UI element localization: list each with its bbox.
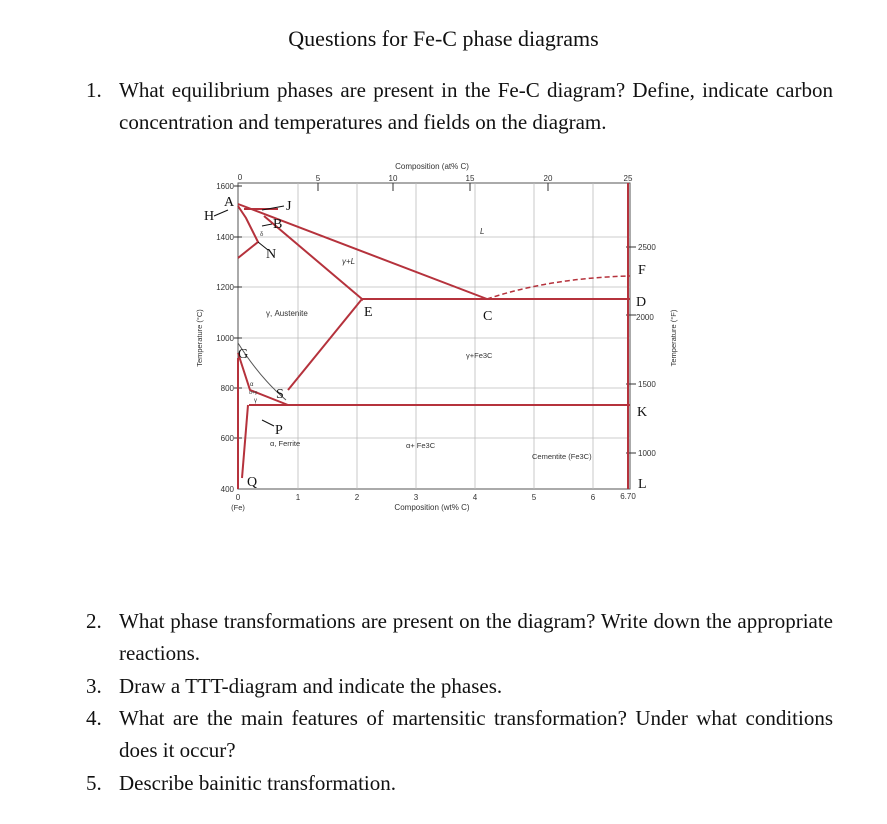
region-alpha-small: α <box>250 382 254 388</box>
question-4 <box>86 702 834 766</box>
point-c: C <box>483 309 493 324</box>
fe-c-phase-diagram <box>190 158 690 530</box>
left-tick: 1000 <box>216 334 234 343</box>
point-l: L <box>638 477 647 492</box>
question-text: Draw a TTT-diagram and indicate the phases. <box>119 674 503 698</box>
region-liquid: L <box>480 227 485 236</box>
region-cementite: Cementite (Fe3C) <box>532 452 592 461</box>
bottom-axis-title: Composition (wt% C) <box>394 503 470 512</box>
question-number: 2. <box>86 609 102 633</box>
left-tick: 1400 <box>216 233 234 242</box>
left-tick: 400 <box>220 485 234 494</box>
point-j: J <box>286 199 292 214</box>
right-tick: 2000 <box>636 313 654 322</box>
point-n: N <box>266 247 277 262</box>
region-austenite: γ, Austenite <box>266 309 308 318</box>
top-tick: 25 <box>623 174 633 183</box>
question-text: What are the main features of martensitic transformation? Under what conditions does it occur? <box>119 706 833 762</box>
top-tick: 10 <box>388 174 398 183</box>
right-tick: 1000 <box>638 449 656 458</box>
region-alpha-gamma-small: α+γ <box>249 390 258 396</box>
point-g: G <box>238 347 249 362</box>
top-tick: 15 <box>465 174 475 183</box>
bottom-tick: 5 <box>531 493 537 502</box>
question-5 <box>86 767 834 799</box>
question-text: What equilibrium phases are present in the Fe-C diagram? Define, indicate carbon concentration and temperatures and fields on the diagram. <box>119 78 833 134</box>
top-tick: 0 <box>237 173 243 182</box>
bottom-tick: 0 <box>235 493 241 502</box>
right-axis-title: Temperature (°F) <box>669 309 678 367</box>
bottom-zero-sub: (Fe) <box>231 503 245 512</box>
region-ferrite: α, Ferrite <box>270 439 301 448</box>
top-tick: 5 <box>315 174 321 183</box>
point-k: K <box>637 405 648 420</box>
bottom-tick: 2 <box>354 493 360 502</box>
top-tick: 20 <box>543 174 553 183</box>
left-tick: 600 <box>220 434 234 443</box>
liquidus-fe3c-dashed <box>487 276 630 299</box>
solvus-line <box>242 405 248 478</box>
region-gamma-liquid: γ+L <box>342 257 356 266</box>
bottom-tick: 1 <box>295 493 301 502</box>
point-e: E <box>364 305 373 320</box>
right-tick: 2500 <box>638 243 656 252</box>
point-h: H <box>204 209 215 224</box>
top-axis-title: Composition (at% C) <box>395 162 469 171</box>
left-tick: 800 <box>220 384 234 393</box>
delta-boundary <box>238 206 258 258</box>
region-gamma-small: γ <box>254 398 257 404</box>
point-s: S <box>276 387 284 402</box>
point-a: A <box>224 195 235 210</box>
bottom-tick: 4 <box>472 493 478 502</box>
point-q: Q <box>247 475 258 490</box>
bottom-tick: 6 <box>590 493 596 502</box>
point-f: F <box>638 263 646 278</box>
question-number: 1. <box>86 78 102 102</box>
left-axis-title: Temperature (°C) <box>195 309 204 367</box>
bottom-tick: 6.70 <box>620 492 636 501</box>
question-2 <box>86 605 834 669</box>
right-tick: 1500 <box>638 380 656 389</box>
question-1 <box>86 74 834 140</box>
question-text: What phase transformations are present on the diagram? Write down the appropriate reactions. <box>119 609 833 665</box>
question-3 <box>86 670 834 702</box>
page-title: Questions for Fe-C phase diagrams <box>288 26 599 51</box>
question-text: Describe bainitic transformation. <box>119 771 396 795</box>
question-number: 5. <box>86 771 102 795</box>
region-alpha-cementite: α+ Fe3C <box>406 441 436 450</box>
region-delta: δ <box>260 232 264 238</box>
point-d: D <box>636 295 647 310</box>
point-p: P <box>275 423 283 438</box>
left-tick: 1200 <box>216 283 234 292</box>
point-b: B <box>273 217 283 232</box>
question-number: 4. <box>86 706 102 730</box>
left-tick: 1600 <box>216 182 234 191</box>
bottom-tick: 3 <box>413 493 419 502</box>
question-number: 3. <box>86 674 102 698</box>
region-gamma-cementite: γ+Fe3C <box>466 351 493 360</box>
